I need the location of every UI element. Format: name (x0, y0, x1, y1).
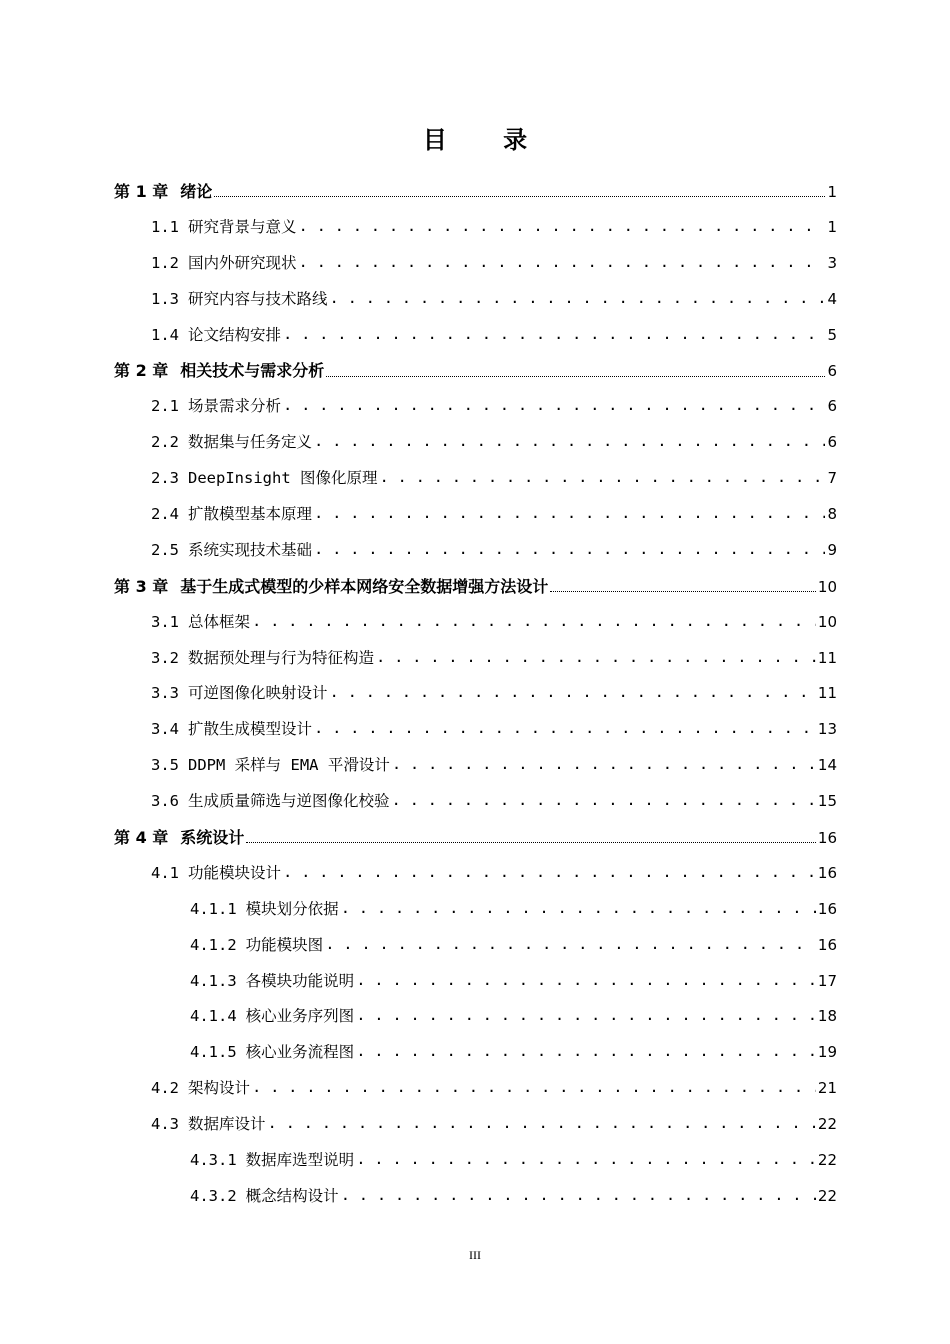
toc-entry-title: DeepInsight 图像化原理 (188, 469, 378, 488)
toc-entry-page: 10 (817, 612, 837, 631)
toc-section-entry[interactable] (114, 497, 837, 533)
toc-entry-page: 21 (817, 1079, 837, 1098)
toc-entry-page: 15 (817, 792, 837, 811)
toc-entry-title: 概念结构设计 (245, 1186, 339, 1205)
toc-entry-title: 相关技术与需求分析 (180, 361, 325, 381)
toc-entry-number: 2.3 (151, 469, 179, 488)
toc-entry-page: 1 (827, 183, 837, 201)
toc-dot-leader (314, 711, 816, 747)
toc-dot-leader (314, 496, 825, 532)
toc-entry-title: 数据库设计 (188, 1115, 266, 1134)
toc-entry-title: 数据库选型说明 (245, 1151, 355, 1170)
toc-entry-number: 1.4 (151, 325, 179, 344)
toc-section-entry[interactable] (114, 641, 837, 677)
toc-dot-leader (341, 1178, 816, 1214)
toc-dot-leader (325, 927, 816, 963)
toc-entry-title: 核心业务流程图 (245, 1043, 355, 1062)
toc-dot-leader (214, 196, 825, 197)
toc-entry-number: 3.6 (151, 792, 179, 811)
toc-entry-page: 14 (817, 756, 837, 775)
toc-entry-page: 6 (827, 362, 837, 381)
toc-entry-number: 4.1.3 (190, 971, 237, 990)
toc-entry-number: 3.3 (151, 684, 179, 703)
toc-entry-number: 4.2 (151, 1079, 179, 1098)
toc-dot-leader (550, 591, 816, 592)
toc-entry-number: 4.3 (151, 1115, 179, 1134)
toc-section-entry[interactable] (114, 210, 837, 246)
toc-chapter-entry[interactable] (114, 569, 837, 605)
toc-entry-title: 扩散生成模型设计 (188, 720, 313, 739)
toc-dot-leader (314, 532, 825, 568)
toc-entry-title: 各模块功能说明 (245, 971, 355, 990)
toc-subsection-entry[interactable] (114, 1179, 837, 1215)
toc-section-entry[interactable] (114, 425, 837, 461)
toc-entry-page: 16 (817, 935, 837, 954)
table-of-contents (114, 174, 837, 1215)
toc-entry-page: 4 (827, 289, 837, 308)
toc-entry-title: 功能模块图 (245, 935, 324, 954)
toc-section-entry[interactable] (114, 282, 837, 318)
toc-entry-number: 1.3 (151, 289, 179, 308)
toc-chapter-entry[interactable] (114, 353, 837, 389)
toc-dot-leader (379, 460, 825, 496)
toc-entry-number: 2.4 (151, 505, 179, 524)
toc-entry-title: 基于生成式模型的少样本网络安全数据增强方法设计 (180, 576, 549, 596)
toc-entry-page: 16 (817, 863, 837, 882)
page-title: 目 录 (422, 125, 552, 154)
toc-entry-title: 绪论 (180, 182, 213, 201)
toc-entry-page: 22 (817, 1186, 837, 1205)
toc-entry-title: DDPM 采样与 EMA 平滑设计 (188, 756, 390, 775)
toc-section-entry[interactable] (114, 676, 837, 712)
toc-dot-leader (392, 747, 816, 783)
toc-entry-page: 7 (827, 469, 837, 488)
toc-entry-page: 1 (827, 217, 837, 236)
toc-entry-number: 第 1 章 (114, 182, 169, 201)
toc-dot-leader (330, 281, 826, 317)
toc-entry-title: 模块划分依据 (245, 899, 339, 918)
toc-entry-number: 2.1 (151, 397, 179, 416)
toc-entry-page: 17 (817, 971, 837, 990)
toc-entry-page: 22 (817, 1115, 837, 1134)
toc-dot-leader (314, 424, 825, 460)
toc-entry-number: 1.2 (151, 253, 179, 272)
toc-section-entry[interactable] (114, 605, 837, 641)
toc-entry-number: 3.5 (151, 756, 179, 775)
toc-entry-page: 6 (827, 397, 837, 416)
toc-entry-page: 5 (827, 325, 837, 344)
toc-entry-number: 4.1.1 (190, 899, 237, 918)
toc-section-entry[interactable] (114, 1107, 837, 1143)
toc-entry-page: 18 (817, 1007, 837, 1026)
toc-section-entry[interactable] (114, 1071, 837, 1107)
toc-entry-page: 3 (827, 253, 837, 272)
toc-dot-leader (268, 1106, 816, 1142)
toc-subsection-entry[interactable] (114, 1143, 837, 1179)
toc-entry-number: 第 3 章 (114, 576, 169, 596)
toc-chapter-entry[interactable] (114, 174, 837, 210)
toc-entry-number: 4.1 (151, 863, 179, 882)
toc-dot-leader (330, 675, 816, 711)
toc-entry-number: 3.1 (151, 612, 179, 631)
toc-entry-page: 6 (827, 433, 837, 452)
toc-entry-number: 第 2 章 (114, 361, 169, 381)
toc-entry-title: 扩散模型基本原理 (188, 505, 313, 524)
toc-entry-page: 9 (827, 540, 837, 559)
toc-subsection-entry[interactable] (114, 892, 837, 928)
toc-section-entry[interactable] (114, 318, 837, 354)
toc-entry-title: 研究内容与技术路线 (188, 289, 328, 308)
toc-entry-title: 数据预处理与行为特征构造 (188, 648, 375, 667)
toc-subsection-entry[interactable] (114, 999, 837, 1035)
toc-entry-title: 系统设计 (180, 828, 245, 848)
toc-dot-leader (356, 1142, 816, 1178)
toc-dot-leader (356, 1034, 816, 1070)
toc-entry-number: 4.3.2 (190, 1186, 237, 1205)
toc-dot-leader (283, 855, 816, 891)
toc-entry-number: 1.1 (151, 217, 179, 236)
toc-dot-leader (283, 388, 825, 424)
toc-entry-number: 第 4 章 (114, 828, 169, 848)
toc-section-entry[interactable] (114, 389, 837, 425)
toc-subsection-entry[interactable] (114, 964, 837, 1000)
toc-dot-leader (392, 783, 816, 819)
toc-dot-leader (376, 640, 816, 676)
toc-entry-number: 4.1.5 (190, 1043, 237, 1062)
toc-entry-number: 2.2 (151, 433, 179, 452)
toc-entry-title: 生成质量筛选与逆图像化校验 (188, 792, 390, 811)
toc-entry-number: 3.2 (151, 648, 179, 667)
toc-dot-leader (356, 963, 816, 999)
toc-entry-page: 11 (817, 648, 837, 667)
toc-section-entry[interactable] (114, 712, 837, 748)
toc-dot-leader (356, 998, 816, 1034)
toc-entry-page: 13 (817, 720, 837, 739)
toc-entry-page: 19 (817, 1043, 837, 1062)
toc-entry-page: 10 (817, 577, 837, 596)
toc-entry-number: 4.1.2 (190, 935, 237, 954)
toc-section-entry[interactable] (114, 748, 837, 784)
toc-entry-title: 场景需求分析 (188, 397, 282, 416)
toc-entry-page: 16 (817, 829, 837, 848)
toc-section-entry[interactable] (114, 784, 837, 820)
toc-entry-page: 22 (817, 1151, 837, 1170)
toc-dot-leader (246, 842, 816, 843)
toc-entry-page: 11 (817, 684, 837, 703)
toc-dot-leader (341, 891, 816, 927)
toc-dot-leader (326, 376, 825, 377)
page-number: III (469, 1248, 481, 1262)
toc-section-entry[interactable] (114, 461, 837, 497)
toc-dot-leader (299, 245, 826, 281)
toc-entry-title: 总体框架 (188, 612, 251, 631)
toc-entry-title: 系统实现技术基础 (188, 540, 313, 559)
toc-chapter-entry[interactable] (114, 820, 837, 856)
toc-dot-leader (252, 1070, 816, 1106)
toc-dot-leader (283, 317, 825, 353)
toc-subsection-entry[interactable] (114, 1035, 837, 1071)
toc-dot-leader (252, 604, 816, 640)
toc-entry-title: 研究背景与意义 (188, 217, 297, 236)
toc-entry-title: 国内外研究现状 (188, 253, 297, 272)
toc-entry-title: 核心业务序列图 (245, 1007, 355, 1026)
toc-entry-number: 2.5 (151, 540, 179, 559)
toc-entry-page: 8 (827, 505, 837, 524)
toc-entry-title: 数据集与任务定义 (188, 433, 313, 452)
toc-entry-title: 功能模块设计 (188, 863, 282, 882)
toc-section-entry[interactable] (114, 856, 837, 892)
toc-entry-number: 4.3.1 (190, 1151, 237, 1170)
toc-section-entry[interactable] (114, 533, 837, 569)
toc-entry-number: 3.4 (151, 720, 179, 739)
toc-entry-page: 16 (817, 899, 837, 918)
toc-section-entry[interactable] (114, 246, 837, 282)
toc-entry-title: 架构设计 (188, 1079, 251, 1098)
toc-entry-title: 可逆图像化映射设计 (188, 684, 328, 703)
toc-entry-title: 论文结构安排 (188, 325, 282, 344)
toc-entry-number: 4.1.4 (190, 1007, 237, 1026)
toc-subsection-entry[interactable] (114, 928, 837, 964)
toc-dot-leader (299, 209, 826, 245)
